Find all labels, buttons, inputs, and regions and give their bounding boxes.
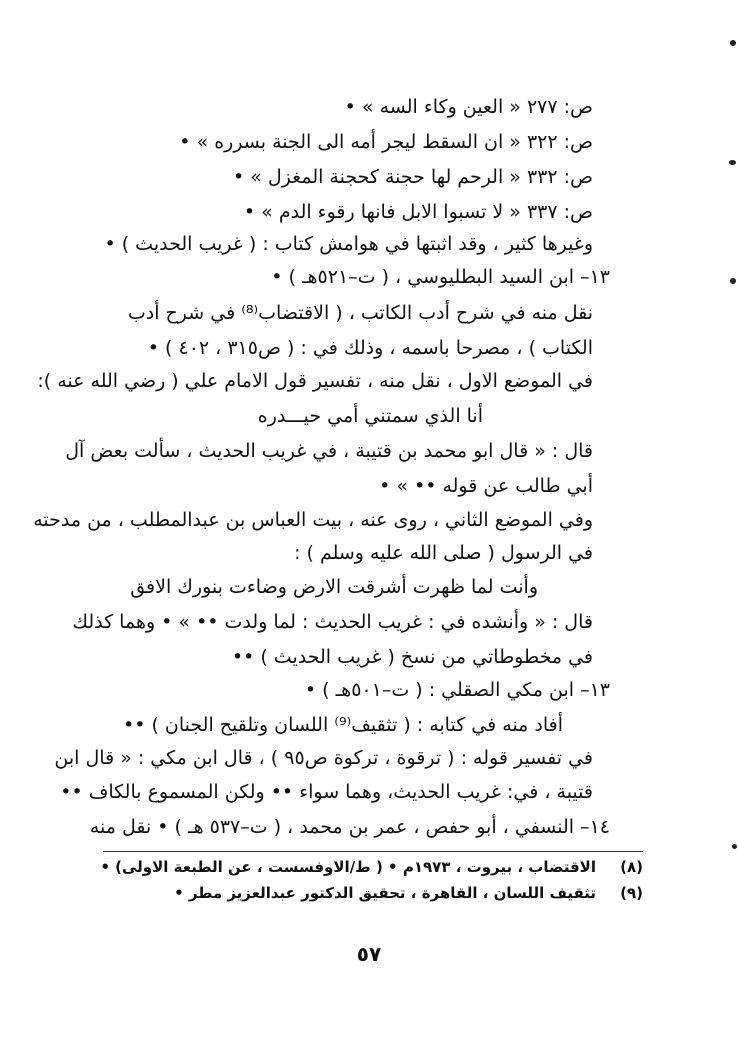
- footnote-text: الاقتضاب ، بيروت ، ١٩٧٣م • ( ط/الاوفسست ، عن الطبعة الاولى) •: [100, 858, 596, 876]
- text-line: ص: ٢٧٧ « العين وكاء السه » •: [344, 96, 593, 118]
- text-line: في تفسير قوله : ( ترقوة ، تركوة ص٩٥ ) ، قال ابن مكي : « قال ابن: [54, 747, 593, 769]
- scan-speck: [729, 160, 736, 165]
- text-line: الكتاب ) ، مصرحا باسمه ، وذلك في : ( ص٣١٥ ، ٤٠٢ ) •: [147, 337, 593, 359]
- text-line: وفي الموضع الثاني ، روى عنه ، بيت العباس بن عبدالمطلب ، من مدحته: [33, 509, 593, 531]
- footnote-8: [83, 854, 643, 880]
- text-line: في مخطوطاتي من نسخ ( غريب الحديث ) ••: [231, 646, 593, 668]
- text-line: أبي طالب عن قوله •• » •: [379, 475, 593, 497]
- scan-speck: [730, 278, 736, 284]
- text-line: أفاد منه في كتابه : ( تثقيف⁽⁹⁾ اللسان وتلقيح الجنان ) ••: [123, 714, 563, 736]
- text-line: قال : « قال ابو محمد بن قتيبة ، في غريب الحديث ، سألت بعض آل: [65, 440, 593, 462]
- text-line: نقل منه في شرح أدب الكاتب ، ( الاقتضاب⁽⁸⁾ في شرح أدب: [127, 302, 593, 324]
- page-number: ٥٧: [356, 942, 382, 966]
- text-line: قال : « وأنشده في : غريب الحديث : لما ولدت •• » • وهما كذلك: [72, 611, 593, 633]
- footnote-number: (٨): [620, 858, 643, 876]
- text-line: ص: ٣٢٢ « ان السقط ليجر أمه الى الجنة بسرره » •: [179, 131, 593, 153]
- text-line: في الرسول ( صلى الله عليه وسلم ) :: [294, 542, 593, 564]
- scan-speck: [730, 40, 736, 46]
- text-line: وغيرها كثير ، وقد اثبتها في هوامش كتاب : ( غريب الحديث ) •: [104, 233, 593, 255]
- text-line: في الموضع الاول ، نقل منه ، تفسير قول الامام علي ( رضي الله عنه ):: [37, 370, 593, 392]
- text-line: ص: ٣٣٧ « لا تسبوا الابل فانها رقوء الدم » •: [243, 201, 593, 223]
- scan-speck: [732, 844, 737, 849]
- footnote-text: تثقيف اللسان ، القاهرة ، تحقيق الدكتور عبدالعزيز مطر •: [174, 884, 596, 902]
- footnote-9: [83, 880, 643, 906]
- footnote-separator: [103, 851, 643, 852]
- section-heading: ١٤– النسفي ، أبو حفص ، عمر بن محمد ، ( ت–٥٣٧ هـ ) • نقل منه: [89, 816, 610, 838]
- section-heading: ١٣– ابن السيد البطليوسي ، ( ت–٥٢١هـ ) •: [271, 266, 610, 288]
- verse-line: وأنت لما ظهرت أشرقت الارض وضاءت بنورك الافق: [130, 576, 538, 598]
- section-heading: ١٣– ابن مكي الصقلي : ( ت–٥٠١هـ ) •: [304, 679, 610, 701]
- text-line: ص: ٣٣٢ « الرحم لها حجنة كحجنة المغزل » •: [232, 166, 593, 188]
- verse-line: أنا الذي سمتني أمي حيـــدره: [257, 405, 483, 427]
- footnote-number: (٩): [620, 884, 643, 902]
- text-line: قتيبة ، في: غريب الحديث، وهما سواء •• ولكن المسموع بالكاف ••: [60, 781, 593, 803]
